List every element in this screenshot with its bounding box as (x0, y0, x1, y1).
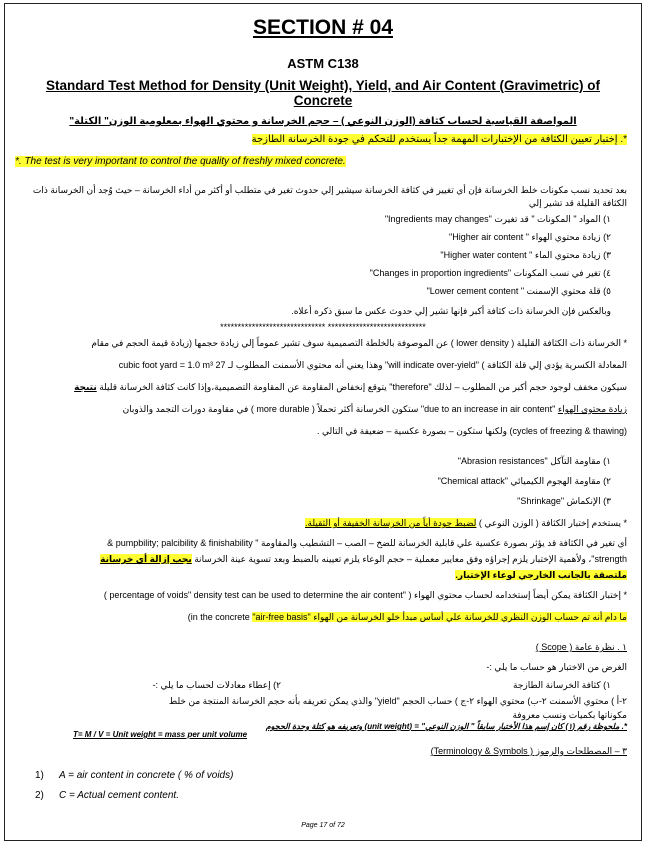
change-item-num: ٤) (603, 268, 611, 278)
scope-item-1: ١) كثافة الخرسانة الطازجة (513, 680, 611, 690)
change-item-num: ١) (603, 214, 611, 224)
change-para-line-3-highlight: ملتصقة بالجانب الخارجي لوعاء الإختبار. (455, 570, 627, 580)
weak-item-num: ٣) (603, 496, 611, 506)
weak-item-ar: مقاومة التآكل (550, 456, 601, 466)
intro-paragraph: بعد تحديد نسب مكونات خلط الخرسانة فإن أي تغيير في كثافة الخرسانة سيشير إلي حدوث تغير في متطلب أو أكثر من أداء الخرسانة – حيث وُجد أن الخرسانة ذات الكثافة القليلة قد تشير إلي (32, 185, 627, 208)
weak-item-2 (438, 476, 611, 487)
control-paragraph (305, 518, 627, 529)
air-para-line-2 (188, 612, 627, 623)
weak-item-num: ١) (603, 456, 611, 466)
scope-item-2-detail-2: مكوناتها بكميات ونسب معروفة (512, 710, 627, 720)
change-item-1 (385, 214, 611, 225)
symbol-item-text: A = air content in concrete ( % of voids) (59, 770, 234, 781)
change-para-line-2-plain: strength"، ولأهمية الإختبار يلزم إجراؤه وفق معايير معملية – حجم الوعاء يلزم تعيينه بالضبط وبعد تسوية عينة الخرسانة (191, 554, 627, 564)
change-item-en: "Ingredients may changes" (384, 214, 492, 224)
scope-heading: ١ . نظرة عامة ( Scope ) (535, 642, 627, 652)
reverse-note: وبالعكس فإن الخرسانة ذات كثافة أكبر فإنها تشير إلي حدوث عكس ما سبق ذكره أعلاه. (291, 306, 611, 316)
change-item-2 (449, 232, 611, 243)
important-note-ar (252, 134, 627, 145)
weak-item-en: "Abrasion resistances" (457, 456, 548, 466)
important-note-en-text: *. The test is very important to control the quality of freshly mixed concrete. (15, 156, 346, 167)
change-item-en: "Changes in proportion ingredients" (369, 268, 512, 278)
low-density-line-1: * الخرسانة ذات الكثافة القليلة ( lower density ) عن الموصوفة بالخلطة التصميمية سوف تشير عموماً إلي زيادة حجمها (زيادة قيمة الحجم في مقام (91, 338, 627, 348)
scope-item-2: ٢) إعطاء معادلات لحساب ما يلي :- (152, 680, 281, 690)
change-item-num: ٥) (603, 286, 611, 296)
change-item-ar: قلة محتوي الإسمنت (526, 286, 601, 296)
low-density-line-4-underlined: زيادة محتوي الهواء (557, 404, 627, 414)
change-item-ar: زيادة محتوي الهواء (531, 232, 601, 242)
change-item-ar: زيادة محتوي الماء (534, 250, 601, 260)
low-density-line-5: (cycles of freezing & thawing) ولكنها ستكون – بصورة عكسية – ضعيفة في التالي . (317, 426, 627, 436)
arabic-title: المواصفة القياسية لحساب كثافة (الوزن النوعي ) – حجم الخرسانة و محتوي الهواء بمعلومية الوزن" الكتلة" (69, 116, 577, 127)
low-density-line-4 (123, 404, 627, 415)
control-plain: * يستخدم إختبار الكثافة ( الوزن النوعي ) (476, 518, 627, 528)
air-para-line-1: * إختبار الكثافة يمكن أيضاً إستخدامه لحساب محتوي الهواء ( "percentage of voids" density test can be used to determine the air content ) (103, 590, 627, 600)
symbol-item-text: C = Actual cement content. (59, 790, 179, 801)
page-footer: Page 17 of 72 (301, 822, 345, 829)
change-para-line-2-highlight: يجب إزالة أي خرسانة (100, 554, 192, 564)
change-para-line-3 (455, 570, 627, 581)
astm-code: ASTM C138 (287, 56, 359, 71)
control-highlight: لضبط جودة أياً من الخرسانة الخفيفة أو الثقيلة. (305, 518, 477, 528)
scope-item-2-detail: ٢-أ ) محتوي الأسمنت ٢-ب) محتوي الهواء ٢-ج ) حساب الحجم "yield" والذي يمكن تعريفه بأنه حجم الخرسانة المنتجة من خلط (168, 696, 627, 706)
document-title: Standard Test Method for Density (Unit Weight), Yield, and Air Content (Gravimetric) of Concrete (45, 78, 601, 108)
change-item-num: ٣) (603, 250, 611, 260)
change-para-line-2 (100, 554, 627, 565)
air-para-line-2-plain: (in the concrete (187, 612, 250, 622)
document-page (4, 3, 642, 841)
low-density-line-2: المعادلة الكسرية يؤدي إلي قلة الكثافة ) "will indicate over-yield" وهذا يعني أنه محتوي الأسمنت المطلوب لـ 27 cubic foot yard = 1.0 m³ (118, 360, 627, 370)
weak-item-en: "Chemical attack" (437, 476, 508, 486)
low-density-line-3-plain: سيكون مخفف لوجود حجم أكبر من المطلوب – لذلك "therefore" يتوقع إنخفاض المقاومة عن المقاومة التصميمية،وإذا كانت كثافة الخرسانة قليلة (96, 382, 627, 392)
low-density-line-3 (74, 382, 627, 393)
change-item-num: ٢) (603, 232, 611, 242)
change-item-5 (427, 286, 611, 297)
change-item-ar: المواد " المكونات " قد تغيرت (494, 214, 601, 224)
symbol-item-2 (35, 790, 179, 801)
section-title: SECTION # 04 (252, 16, 394, 39)
weak-item-3 (517, 496, 611, 507)
important-note-en (15, 156, 346, 167)
weak-item-1 (458, 456, 611, 467)
change-item-ar: تغير في نسب المكونات (513, 268, 601, 278)
change-item-en: "Higher water content " (440, 250, 533, 260)
separator: ****************************** **************************** (220, 322, 426, 332)
air-para-line-2-highlight: ما دام أنه تم حساب الوزن النظري للخرسانة علي أساس مبدأ خلو الخرسانة من الهواء "air-free basis" (252, 612, 627, 622)
symbol-item-1 (35, 770, 233, 781)
terminology-heading: ٣ – المصطلحات والرموز ( Terminology & Symbols) (430, 746, 627, 756)
change-item-en: "Lower cement content " (426, 286, 525, 296)
weak-item-en: "Shrinkage" (517, 496, 565, 506)
change-para-line-1: أي تغير في الكثافة قد يؤثر بصورة عكسية علي قابلية الخرسانة للضخ – الصب – التشطيب والمقاومة " pumpbility; palcibility & finishability & (107, 538, 627, 548)
change-item-4 (370, 268, 611, 279)
weak-item-ar: الإنكماش (566, 496, 601, 506)
scope-formula: T= M / V = Unit weight = mass per unit volume (73, 730, 248, 739)
scope-note: *. ملحوظة رقم (١) كان إسم هذا الأختبار سابقاً " الوزن النوعي" = (unit weight) وتعريفه هو كتلة وحدة الحجوم (265, 722, 627, 731)
change-item-en: "Higher air content " (449, 232, 529, 242)
important-note-ar-text: *. إختبار تعيين الكثافة من الإختبارات المهمة جداً يستخدم للتحكم في جودة الخرسانة الطازجة (251, 134, 627, 145)
change-item-3 (440, 250, 611, 261)
weak-item-num: ٢) (603, 476, 611, 486)
symbol-item-num: 2) (35, 790, 44, 801)
low-density-line-4-plain: "due to an increase in air content" ستكون الخرسانة أكثر تحملاً ( more durable ) في مقاومة دورات التجمد والذوبان (122, 404, 558, 414)
low-density-line-3-underlined: نتيجة (74, 382, 97, 392)
symbol-item-num: 1) (35, 770, 44, 781)
weak-item-ar: مقاومة الهجوم الكيميائي (510, 476, 601, 486)
scope-intro: الغرض من الاختبار هو حساب ما يلي :- (486, 662, 627, 672)
